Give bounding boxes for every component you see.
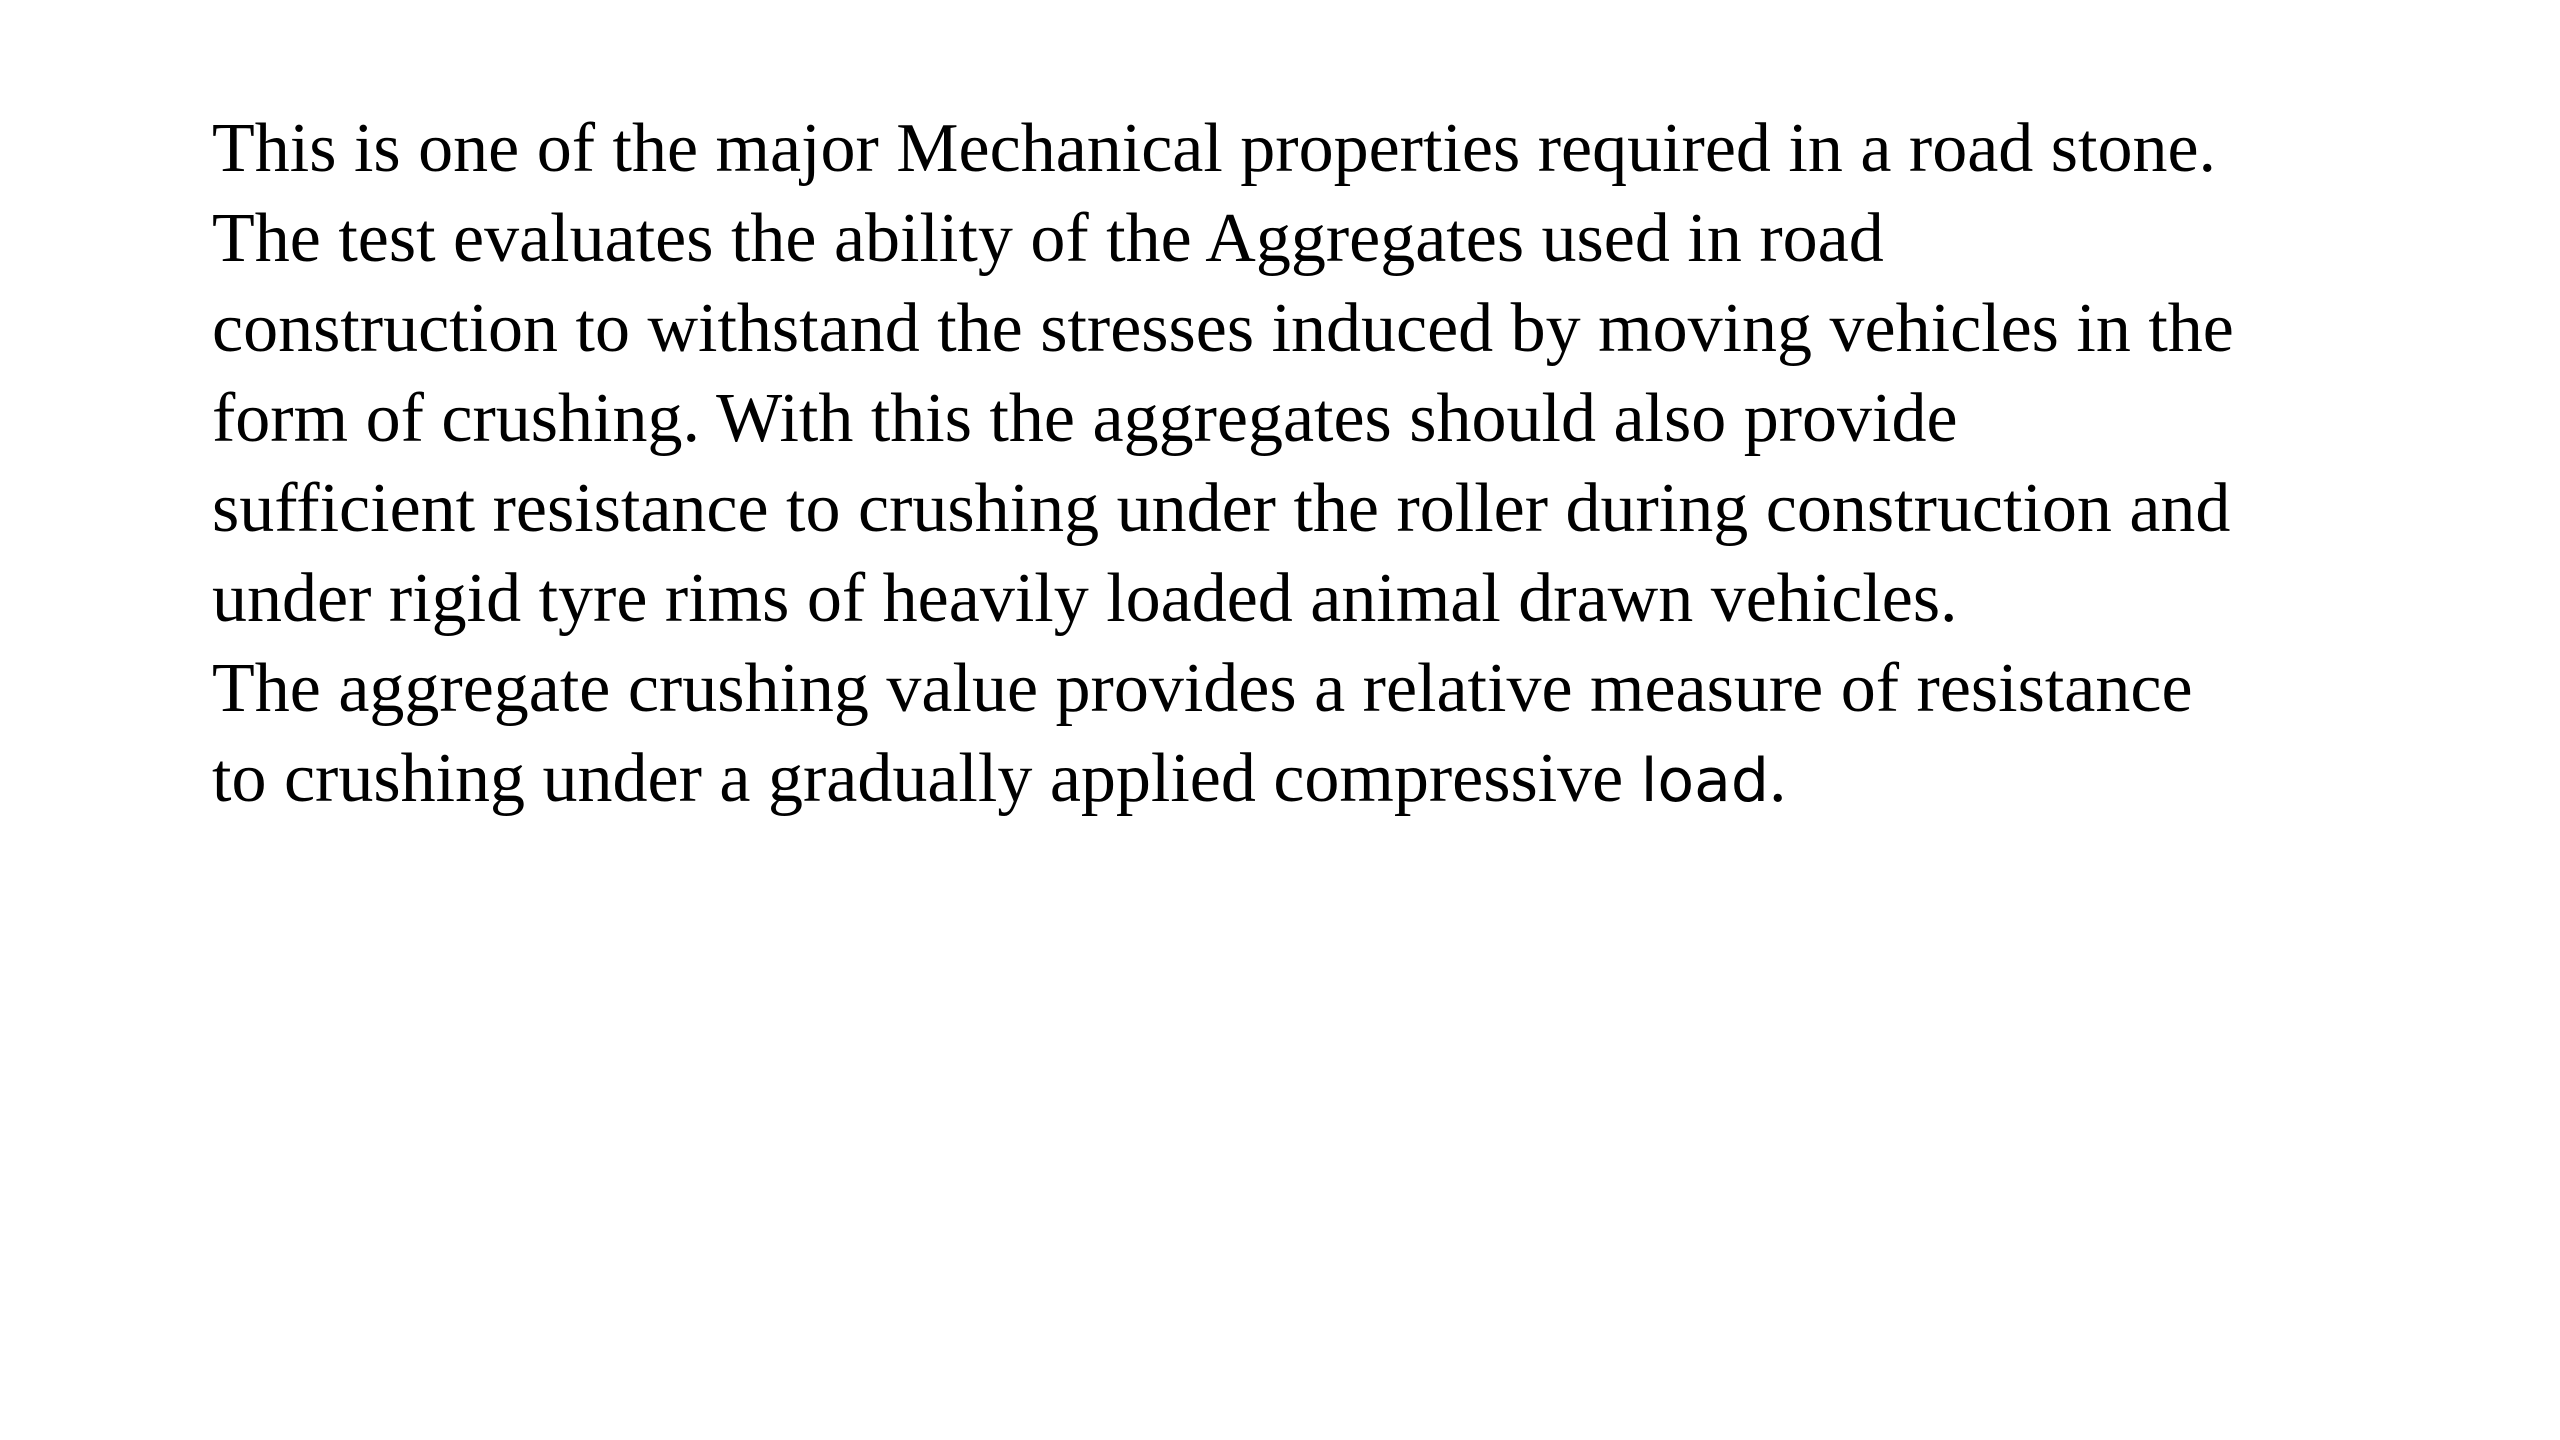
paragraph-2-line-2-end: . [1768, 740, 1787, 817]
body-text [212, 104, 2512, 826]
paragraph-1-line-2: The test evaluates the ability of the Aggregates used in road [212, 200, 1884, 277]
paragraph-1-line-5: sufficient resistance to crushing under the roller during construction and [212, 470, 2231, 547]
paragraph-1-line-4: form of crushing. With this the aggregates should also provide [212, 380, 1958, 457]
paragraph-2-word-load: load [1640, 746, 1769, 816]
paragraph-1-line-1: This is one of the major Mechanical properties required in a road stone. [212, 110, 2217, 187]
paragraph-1 [212, 104, 2512, 644]
paragraph-2-line-2 [212, 734, 2512, 826]
paragraph-2-line-1: The aggregate crushing value provides a relative measure of resistance [212, 650, 2193, 727]
paragraph-2 [212, 644, 2512, 826]
paragraph-1-line-6: under rigid tyre rims of heavily loaded animal drawn vehicles. [212, 560, 1958, 637]
paragraph-1-line-3: construction to withstand the stresses induced by moving vehicles in the [212, 290, 2234, 367]
paragraph-2-line-2-main: to crushing under a gradually applied compressive [212, 740, 1641, 817]
